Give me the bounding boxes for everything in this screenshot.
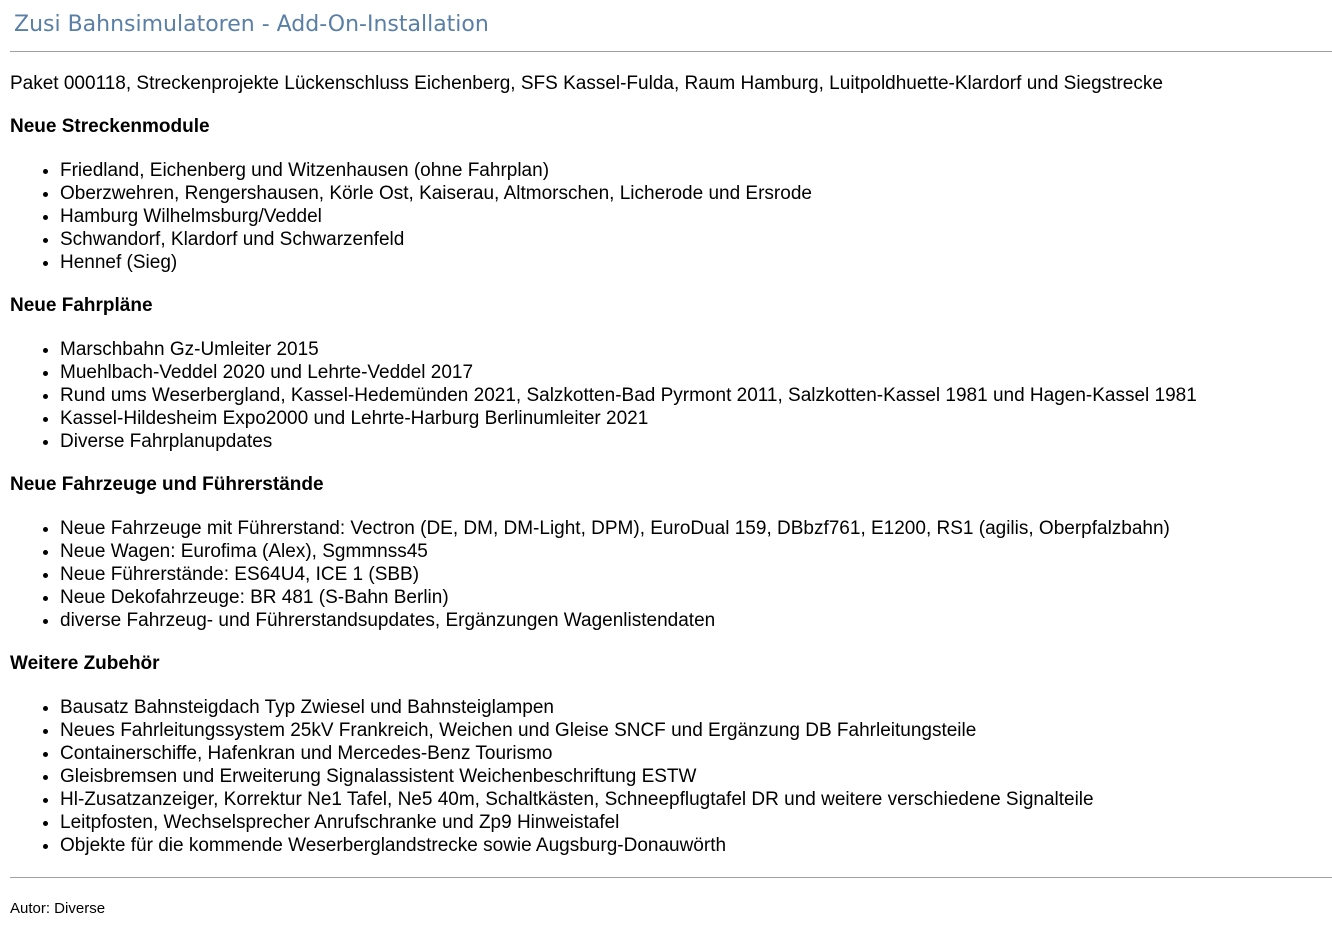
author-line: Autor: Diverse [10, 900, 106, 917]
list-item: • Hl-Zusatzanzeiger, Korrektur Ne1 Tafel, Ne5 40m, Schaltkästen, Schneepflugtafel DR und weitere verschiedene Signalteile [60, 788, 1332, 811]
list-item: • Neues Fahrleitungssystem 25kV Frankreich, Weichen und Gleise SNCF und Ergänzung DB Fahrleitungsteile [60, 719, 1332, 742]
section-fahrzeuge [10, 474, 1332, 632]
page-title: Zusi Bahnsimulatoren - Add-On-Installation [14, 12, 489, 37]
list-item: • Gleisbremsen und Erweiterung Signalassistent Weichenbeschriftung ESTW [60, 765, 1332, 788]
list-item: • Bausatz Bahnsteigdach Typ Zwiesel und Bahnsteiglampen [60, 696, 1332, 719]
section-zubehoer [10, 653, 1332, 857]
list-item: • Neue Wagen: Eurofima (Alex), Sgmmnss45 [60, 540, 1332, 563]
section-list [10, 696, 1332, 857]
title-divider [10, 51, 1332, 52]
list-item: • Neue Führerstände: ES64U4, ICE 1 (SBB) [60, 563, 1332, 586]
list-item: • diverse Fahrzeug- und Führerstandsupdates, Ergänzungen Wagenlistendaten [60, 609, 1332, 632]
section-title: Weitere Zubehör [10, 653, 160, 674]
list-item: • Muehlbach-Veddel 2020 und Lehrte-Veddel 2017 [60, 361, 1332, 384]
list-item: • Objekte für die kommende Weserberglandstrecke sowie Augsburg-Donauwörth [60, 834, 1332, 857]
list-item: • Oberzwehren, Rengershausen, Körle Ost, Kaiserau, Altmorschen, Licherode und Ersrode [60, 182, 1332, 205]
list-item: • Leitpfosten, Wechselsprecher Anrufschranke und Zp9 Hinweistafel [60, 811, 1332, 834]
list-item: • Diverse Fahrplanupdates [60, 430, 1332, 453]
list-item: • Kassel-Hildesheim Expo2000 und Lehrte-Harburg Berlinumleiter 2021 [60, 407, 1332, 430]
section-streckenmodule [10, 116, 1332, 274]
list-item: • Hamburg Wilhelmsburg/Veddel [60, 205, 1332, 228]
list-item: • Schwandorf, Klardorf und Schwarzenfeld [60, 228, 1332, 251]
list-item: • Rund ums Weserbergland, Kassel-Hedemünden 2021, Salzkotten-Bad Pyrmont 2011, Salzkotten-Kassel 1981 und Hagen-Kassel 1981 [60, 384, 1332, 407]
footer-divider [10, 877, 1332, 878]
section-title: Neue Fahrzeuge und Führerstände [10, 474, 324, 495]
section-fahrplaene [10, 295, 1332, 453]
section-title: Neue Fahrpläne [10, 295, 153, 316]
list-item: • Friedland, Eichenberg und Witzenhausen (ohne Fahrplan) [60, 159, 1332, 182]
section-list [10, 159, 1332, 274]
section-list [10, 338, 1332, 453]
package-description: Paket 000118, Streckenprojekte Lückenschluss Eichenberg, SFS Kassel-Fulda, Raum Hamburg, Luitpoldhuette-Klardorf und Siegstrecke [10, 73, 1163, 94]
list-item: • Neue Fahrzeuge mit Führerstand: Vectron (DE, DM, DM-Light, DPM), EuroDual 159, DBbzf761, E1200, RS1 (agilis, Oberpfalzbahn) [60, 517, 1332, 540]
list-item: • Containerschiffe, Hafenkran und Mercedes-Benz Tourismo [60, 742, 1332, 765]
list-item: • Neue Dekofahrzeuge: BR 481 (S-Bahn Berlin) [60, 586, 1332, 609]
section-title: Neue Streckenmodule [10, 116, 210, 137]
list-item: • Marschbahn Gz-Umleiter 2015 [60, 338, 1332, 361]
list-item: • Hennef (Sieg) [60, 251, 1332, 274]
section-list [10, 517, 1332, 632]
